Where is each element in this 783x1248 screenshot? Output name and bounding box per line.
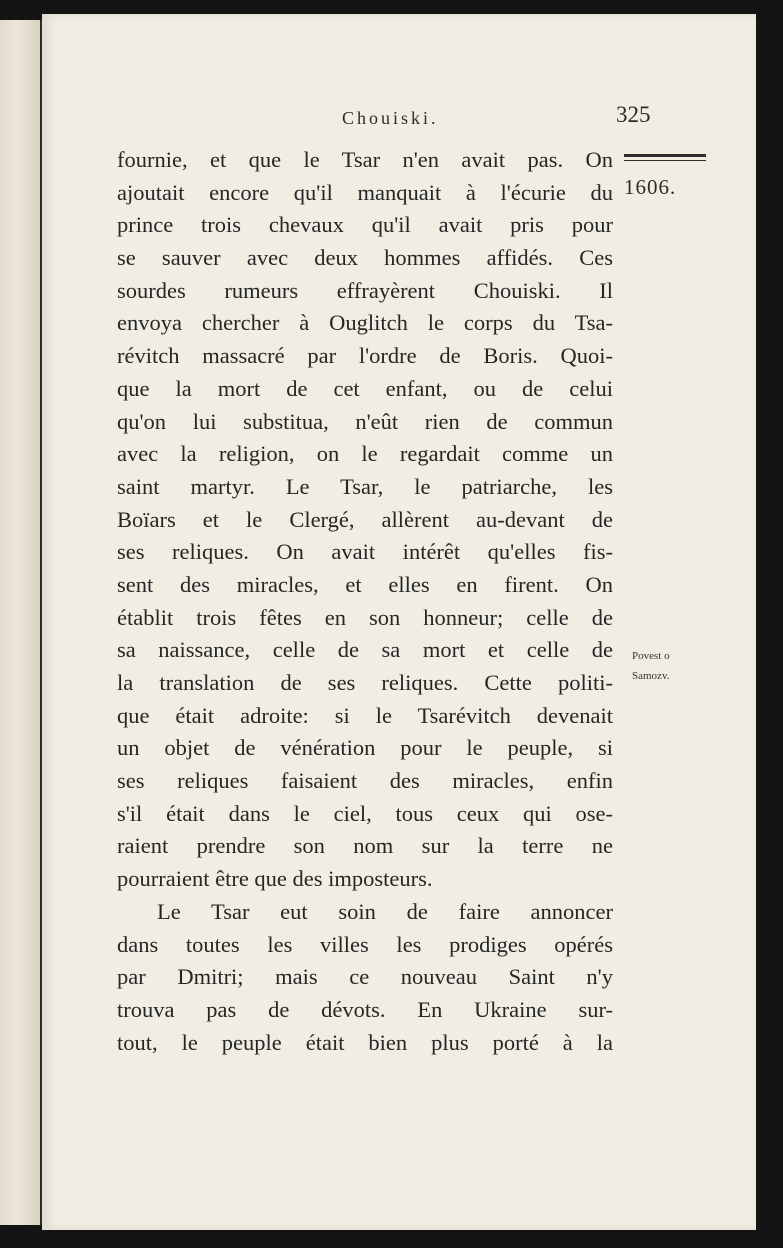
year-rule-thin (624, 160, 706, 161)
text-line: Boïars et le Clergé, allèrent au-devant de (117, 506, 613, 532)
text-line: ses reliques. On avait intérêt qu'elles fis- (117, 539, 613, 565)
text-line: fournie, et que le Tsar n'en avait pas. On (117, 147, 613, 172)
text-line: saint martyr. Le Tsar, le patriarche, les (117, 473, 613, 499)
running-head (42, 98, 756, 138)
text-line: que la mort de cet enfant, ou de celui (117, 375, 613, 401)
margin-note (632, 646, 732, 686)
text-line: prince trois chevaux qu'il avait pris pour (117, 212, 613, 238)
text-line: se sauver avec deux hommes affidés. Ces (117, 245, 613, 271)
text-line: établit trois fêtes en son honneur; celle de (117, 604, 613, 630)
body-text (117, 144, 613, 1059)
margin-note-line: Povest o (632, 650, 670, 662)
text-line: révitch massacré par l'ordre de Boris. Quoi- (117, 343, 613, 369)
text-line: pourraient être que des imposteurs. (117, 866, 433, 892)
margin-note-line: Samozv. (632, 670, 670, 682)
text-line: ajoutait encore qu'il manquait à l'écurie du (117, 179, 613, 205)
text-line: ses reliques faisaient des miracles, enfin (117, 768, 613, 794)
margin-year: 1606. (624, 175, 677, 199)
text-line: par Dmitri; mais ce nouveau Saint n'y (117, 964, 613, 990)
running-head-title: Chouiski. (342, 108, 439, 128)
text-line: trouva pas de dévots. En Ukraine sur- (117, 996, 613, 1022)
page-number: 325 (616, 102, 651, 127)
year-rule (624, 154, 706, 157)
text-line: avec la religion, on le regardait comme un (117, 441, 613, 467)
text-line: sourdes rumeurs effrayèrent Chouiski. Il (117, 277, 613, 303)
margin-year-marker (622, 154, 732, 200)
text-line: s'il était dans le ciel, tous ceux qui ose- (117, 800, 613, 826)
text-line: la translation de ses reliques. Cette politi- (117, 670, 613, 695)
book-page (42, 14, 756, 1230)
text-line: que était adroite: si le Tsarévitch devenait (117, 702, 613, 728)
text-line: qu'on lui substitua, n'eût rien de commun (117, 408, 613, 434)
text-line: tout, le peuple était bien plus porté à la (117, 1029, 613, 1055)
text-line: dans toutes les villes les prodiges opérés (117, 931, 613, 957)
text-line-paragraph-start: Le Tsar eut soin de faire annoncer (157, 898, 613, 924)
text-line: sent des miracles, et elles en firent. On (117, 571, 613, 597)
text-line: sa naissance, celle de sa mort et celle de (117, 637, 613, 663)
text-line: raient prendre son nom sur la terre ne (117, 833, 613, 859)
text-line: envoya chercher à Ouglitch le corps du Tsa- (117, 310, 613, 336)
previous-page-edge (0, 20, 43, 1225)
text-line: un objet de vénération pour le peuple, si (117, 735, 613, 761)
